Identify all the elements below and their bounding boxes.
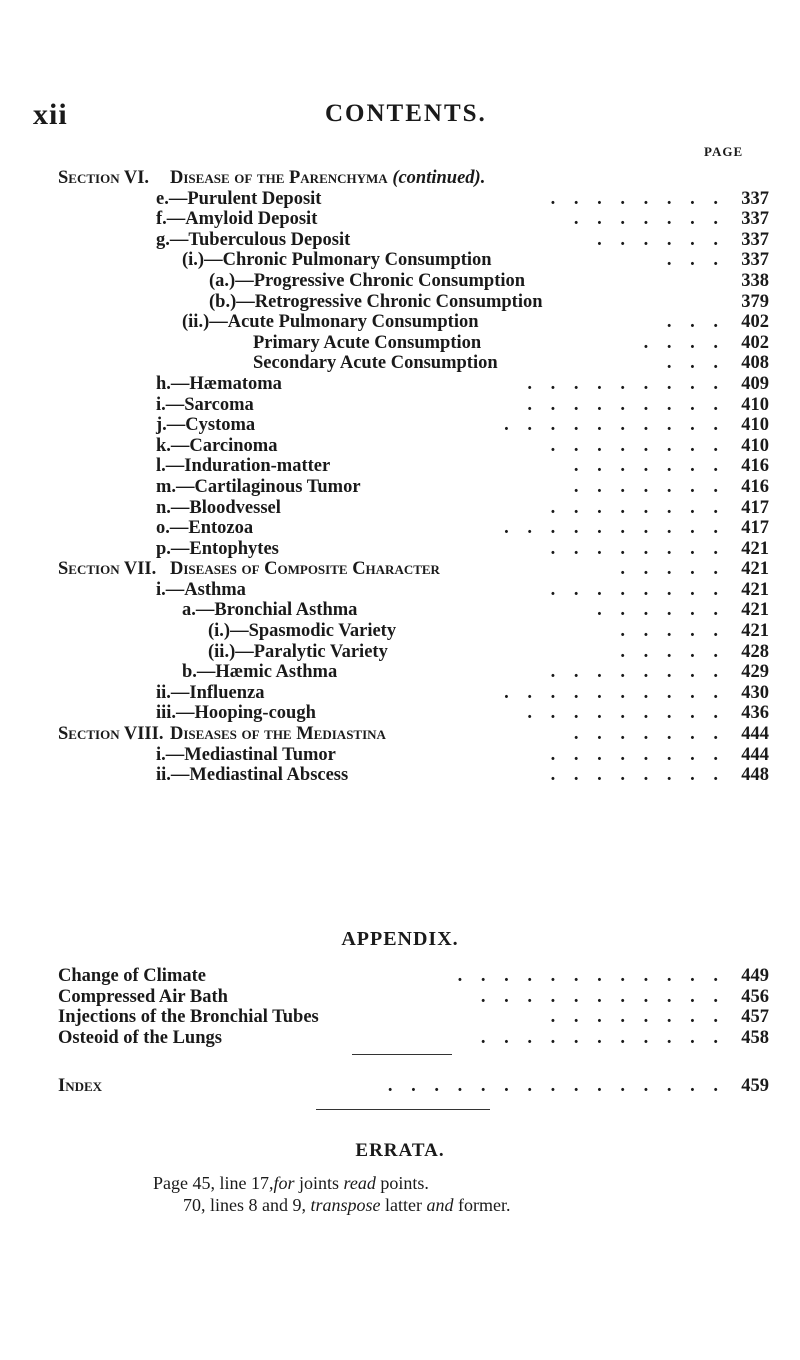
- entry-title: Change of Climate: [58, 966, 206, 986]
- dot-leader: . . . . . . . .: [550, 765, 725, 786]
- dot-leader: . . . . . . . .: [550, 1007, 725, 1028]
- errata-line: 70, lines 8 and 9, transpose latter and former.: [183, 1195, 511, 1215]
- entry-title: h.—Hæmatoma: [156, 373, 282, 394]
- entry-page: 429: [741, 662, 769, 683]
- dot-leader: . . . . . . . . . . .: [480, 986, 725, 1007]
- dot-leader: . . . . . . .: [573, 209, 725, 230]
- dot-leader: . . . .: [643, 332, 725, 353]
- entry-title: (i.)—Spasmodic Variety: [208, 621, 397, 642]
- entry-title: (ii.)—Acute Pulmonary Consumption: [182, 312, 479, 333]
- page-header: [33, 98, 773, 138]
- entry-page: 436: [741, 703, 769, 724]
- dot-leader: . . . . . .: [597, 600, 725, 621]
- entry-page: 338: [741, 270, 769, 291]
- section-label: Section VII.: [58, 559, 157, 580]
- toc-entry: [58, 1028, 773, 1049]
- running-title: CONTENTS.: [325, 100, 487, 127]
- dot-leader: . . .: [666, 353, 725, 374]
- section-7-entries: [58, 580, 773, 724]
- dot-leader: . . . . . . . . . .: [504, 518, 725, 539]
- toc-entry: [58, 209, 773, 230]
- toc-entry: [58, 966, 773, 987]
- section-label: Section VI.: [58, 168, 150, 188]
- toc-entry: [58, 456, 773, 477]
- entry-page: 402: [741, 312, 769, 333]
- entry-title: l.—Induration-matter: [156, 456, 331, 477]
- appendix-entries: [58, 966, 773, 1048]
- section-heading-6: [58, 168, 773, 189]
- dot-leader: . . . . . . . .: [550, 744, 725, 765]
- entry-title: Compressed Air Bath: [58, 986, 228, 1007]
- entry-page: 416: [741, 456, 769, 477]
- toc-entry: [58, 987, 773, 1008]
- page-number: xii: [33, 98, 68, 131]
- entry-page: 409: [741, 373, 769, 394]
- toc-entry: [58, 683, 773, 704]
- section-6-entries: [58, 189, 773, 560]
- toc-entry: [58, 189, 773, 210]
- section-heading-7: Section VII. Diseases of Composite Character . . . . . 421: [58, 559, 769, 580]
- entry-title: p.—Entophytes: [156, 538, 279, 559]
- toc-entry: [58, 703, 773, 724]
- entry-title: ii.—Mediastinal Abscess: [156, 765, 349, 786]
- dot-leader: . . . . . . . .: [550, 497, 725, 518]
- entry-title: (i.)—Chronic Pulmonary Consumption: [182, 250, 492, 271]
- entry-page: 428: [741, 641, 769, 662]
- dot-leader: . . . . . . . .: [550, 435, 725, 456]
- dot-leader: . . .: [666, 250, 725, 271]
- toc-entry: [58, 395, 773, 416]
- entry-page: 458: [741, 1027, 769, 1048]
- entry-page: 448: [741, 765, 769, 786]
- entry-title: j.—Cystoma: [156, 415, 256, 436]
- section-title: Disease of the Parenchyma: [170, 168, 388, 188]
- toc-entry: [58, 374, 773, 395]
- divider: [352, 1054, 452, 1055]
- section-title: Diseases of the Mediastina: [170, 724, 386, 745]
- entry-page: 449: [741, 966, 769, 986]
- entry-page: 421: [741, 621, 769, 642]
- toc-entry: [58, 415, 773, 436]
- entry-title: Injections of the Bronchial Tubes: [58, 1007, 319, 1028]
- toc-entry: [58, 250, 773, 271]
- entry-title: m.—Cartilaginous Tumor: [156, 476, 361, 497]
- entry-page: 416: [741, 476, 769, 497]
- toc-entry: [58, 642, 773, 663]
- entry-title: (a.)—Progressive Chronic Consumption: [209, 270, 526, 291]
- entry-page: 410: [741, 394, 769, 415]
- entry-page: 444: [741, 744, 769, 765]
- entry-title: (b.)—Retrogressive Chronic Consumption: [209, 291, 543, 312]
- entry-page: 417: [741, 518, 769, 539]
- entry-page: 456: [741, 986, 769, 1007]
- section-page: 421: [741, 559, 769, 580]
- toc-entry: [58, 292, 773, 313]
- toc-entry: [58, 477, 773, 498]
- dot-leader: . . . . . . . . . .: [504, 682, 725, 703]
- entry-title: ii.—Influenza: [156, 682, 265, 703]
- entry-page: 421: [741, 600, 769, 621]
- entry-page: 410: [741, 435, 769, 456]
- entry-title: Osteoid of the Lungs: [58, 1027, 222, 1048]
- entry-title: o.—Entozoa: [156, 518, 254, 539]
- errata-list: [153, 1172, 510, 1216]
- section-title: Diseases of Composite Character: [170, 559, 440, 580]
- entry-page: 417: [741, 497, 769, 518]
- dot-leader: . . . . . . .: [573, 456, 725, 477]
- section-label: Section VIII.: [58, 724, 164, 745]
- entry-page: 337: [741, 188, 769, 209]
- entry-page: 337: [741, 229, 769, 250]
- entry-page: 421: [741, 538, 769, 559]
- appendix-title: APPENDIX.: [341, 928, 459, 950]
- toc-entry: [58, 518, 773, 539]
- toc-entry: [58, 600, 773, 621]
- page-column-label: PAGE: [704, 144, 744, 159]
- dot-leader: . . . . . . . . . .: [504, 415, 725, 436]
- toc-entry: [58, 353, 773, 374]
- entry-title: (ii.)—Paralytic Variety: [208, 641, 388, 662]
- divider: [316, 1109, 490, 1110]
- entry-page: 379: [741, 291, 769, 312]
- dot-leader: . . . . . . . .: [550, 662, 725, 683]
- dot-leader: . . . . . . .: [573, 476, 725, 497]
- entry-title: i.—Asthma: [156, 579, 246, 600]
- section-continued: (continued).: [392, 168, 486, 188]
- section-heading-8: Section VIII. Diseases of the Mediastina . . . . . . . 444: [58, 724, 769, 745]
- toc-entry: [58, 271, 773, 292]
- entry-title: i.—Sarcoma: [156, 394, 254, 415]
- errata-line: Page 45, line 17,for joints read points.: [153, 1173, 429, 1193]
- dot-leader: . . . . .: [620, 641, 725, 662]
- toc-entry: [58, 765, 773, 786]
- entry-title: i.—Mediastinal Tumor: [156, 744, 336, 765]
- errata-title: ERRATA.: [355, 1140, 445, 1161]
- dot-leader: . . . . . .: [597, 229, 725, 250]
- dot-leader: . . . . . . . .: [550, 579, 725, 600]
- toc-entry: [58, 745, 773, 766]
- entry-title: n.—Bloodvessel: [156, 497, 281, 518]
- entry-title: Primary Acute Consumption: [253, 332, 482, 353]
- entry-title: Secondary Acute Consumption: [253, 353, 498, 374]
- entry-title: b.—Hæmic Asthma: [182, 662, 338, 683]
- toc-entry: [58, 662, 773, 683]
- dot-leader: . . . . . . . . .: [527, 394, 725, 415]
- toc-entry: [58, 1007, 773, 1028]
- dot-leader: . . . . . . . . .: [527, 373, 725, 394]
- dot-leader: . . . . . . . .: [550, 538, 725, 559]
- toc-entry: [58, 312, 773, 333]
- section-page: 444: [741, 724, 769, 745]
- index-entry: Index . . . . . . . . . . . . . . . 459: [58, 1076, 769, 1096]
- toc-entry: [58, 333, 773, 354]
- entry-title: a.—Bronchial Asthma: [182, 600, 358, 621]
- entry-page: 337: [741, 250, 769, 271]
- dot-leader: . . . . . . . . . . .: [480, 1027, 725, 1048]
- dot-leader: . . . . . . . .: [550, 188, 725, 209]
- section-8-entries: [58, 745, 773, 786]
- entry-title: k.—Carcinoma: [156, 435, 278, 456]
- index-page: 459: [741, 1076, 769, 1096]
- index-label: Index: [58, 1076, 103, 1096]
- dot-leader: . . . . .: [620, 621, 725, 642]
- entry-page: 408: [741, 353, 769, 374]
- toc-entry: [58, 621, 773, 642]
- entry-page: 337: [741, 209, 769, 230]
- entry-page: 410: [741, 415, 769, 436]
- table-of-contents: [58, 168, 773, 786]
- entry-page: 402: [741, 332, 769, 353]
- entry-title: f.—Amyloid Deposit: [156, 209, 318, 230]
- toc-entry: [58, 580, 773, 601]
- entry-page: 457: [741, 1007, 769, 1028]
- dot-leader: . . . . . . . . . . . .: [457, 966, 725, 986]
- dot-leader: . . . . . . . . .: [527, 703, 725, 724]
- dot-leader: . . .: [666, 312, 725, 333]
- entry-title: g.—Tuberculous Deposit: [156, 229, 351, 250]
- toc-entry: [58, 230, 773, 251]
- entry-title: e.—Purulent Deposit: [156, 188, 322, 209]
- toc-entry: [58, 539, 773, 560]
- toc-entry: [58, 436, 773, 457]
- entry-page: 430: [741, 682, 769, 703]
- toc-entry: [58, 498, 773, 519]
- entry-title: iii.—Hooping-cough: [156, 703, 316, 724]
- entry-page: 421: [741, 579, 769, 600]
